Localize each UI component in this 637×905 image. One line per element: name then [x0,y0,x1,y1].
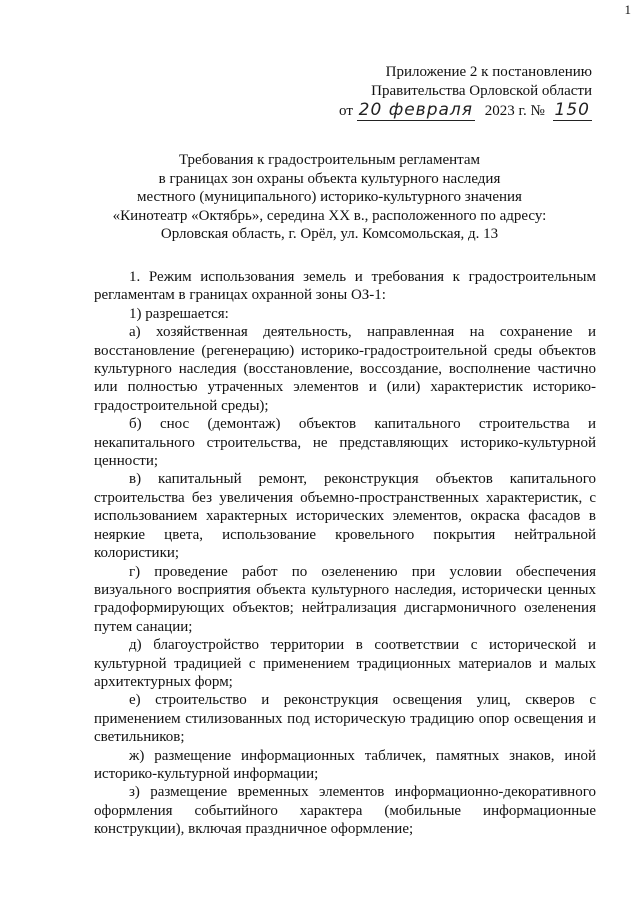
year-and-number-label: 2023 г. № [484,103,545,119]
handwritten-date: 20 февраля [358,100,474,120]
document-body [94,268,596,839]
title-line: «Кинотеатр «Октябрь», середина XX в., расположенного по адресу: [112,207,547,224]
title-line: Требования к градостроительным регламентам [178,152,481,168]
appendix-line-1: Приложение 2 к постановлению [385,64,592,80]
document-title [80,151,579,244]
list-item: а) хозяйственная деятельность, направленная на сохранение и восстановление (регенерацию) историко-градостроительной среды объектов культурного наследия (восстановление, воссоздание, восполнение частично или полностью утраченных элементов и (или) характеристик историко-градостроительной среды); [94,324,596,414]
list-item: д) благоустройство территории в соответствии с исторической и культурной традицией с применением традиционных материалов и малых архитектурных форм; [94,637,596,690]
title-line: в границах зон охраны объекта культурного наследия [158,170,501,187]
list-item: е) строительство и реконструкция освещения улиц, скверов с применением стилизованных под историческую традицию опор освещения и светильников; [94,692,596,746]
date-prefix: от [339,103,353,119]
appendix-header [332,63,592,121]
handwritten-decree-number: 150 [554,100,590,120]
appendix-line-2: Правительства Орловской области [371,83,592,99]
list-item: ж) размещение информационных табличек, памятных знаков, иной историко-культурной информации; [94,747,596,782]
title-line: местного (муниципального) историко-культурного значения [137,189,522,205]
page-number: 1 [624,2,631,17]
title-line: Орловская область, г. Орёл, ул. Комсомольская, д. 13 [160,226,499,242]
list-item: в) капитальный ремонт, реконструкция объектов капитального строительства без увеличения объемно-пространственных характеристик, с использованием характерных исторических элементов, окраска фасадов в неяркие цвета, использование кровельного покрытия нейтральной колористики; [94,471,596,562]
list-item: з) размещение временных элементов информационно-декоративного оформления событийного характера (мобильные информационные конструкции), включая праздничное оформление; [94,784,596,838]
list-item: б) снос (демонтаж) объектов капитального строительства и некапитального строительства, не представляющих историко-культурной ценности; [94,416,596,470]
decree-date-number-line [332,101,592,121]
list-item: г) проведение работ по озеленению при условии обеспечения визуального восприятия объекта культурного наследия, исторически ценных градоформирующих объектов; нейтрализация дисгармоничного озеленения путем санации; [94,563,596,635]
section-heading: 1. Режим использования земель и требования к градостроительным регламентам в границах охранной зоны ОЗ-1: [94,269,596,304]
subsection-heading: 1) разрешается: [129,305,229,322]
